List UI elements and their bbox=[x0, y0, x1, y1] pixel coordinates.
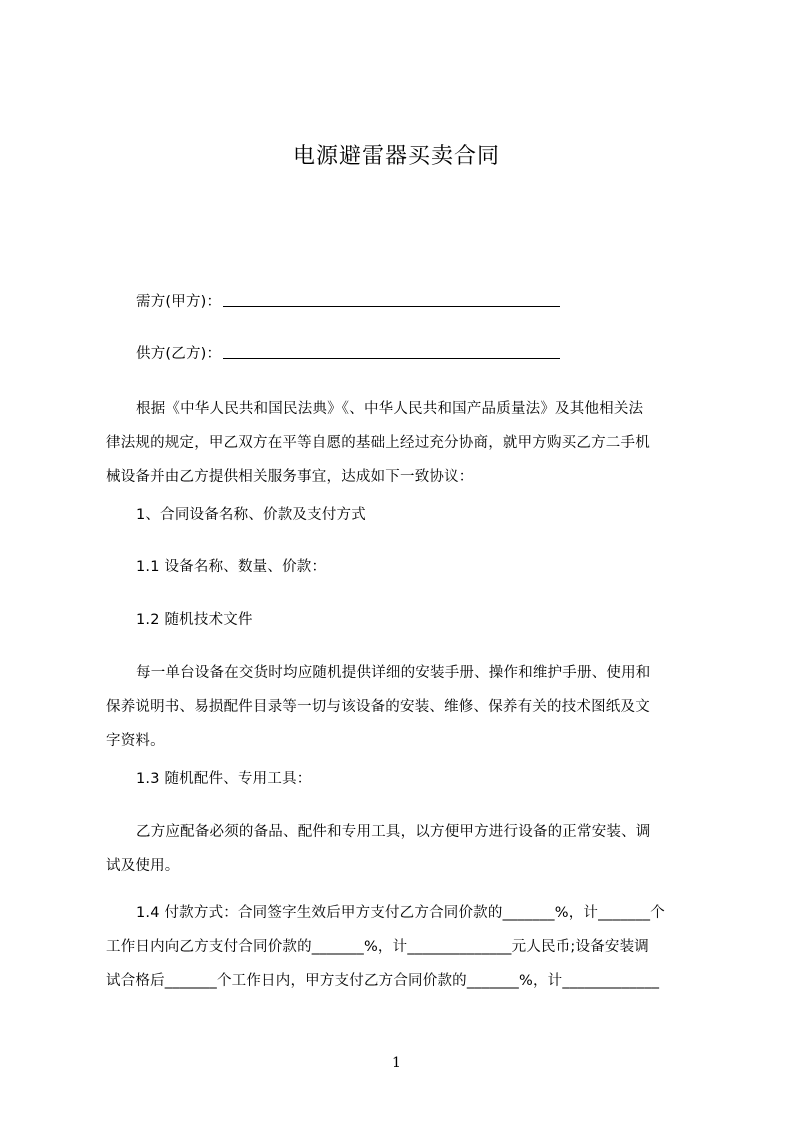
section-1-1-heading: 1.1 设备名称、数量、价款： bbox=[136, 559, 327, 575]
paragraph-line: 试合格后_______个工作日内，甲方支付乙方合同价款的_______%，计_____________ bbox=[106, 973, 660, 989]
document-title: 电源避雷器买卖合同 bbox=[292, 144, 500, 169]
intro-line: 械设备并由乙方提供相关服务事宜，达成如下一致协议： bbox=[106, 469, 474, 485]
paragraph-line: 1.4 付款方式：合同签字生效后甲方支付乙方合同价款的_______%，计_______个 bbox=[136, 905, 665, 921]
section-1-3-paragraph bbox=[106, 815, 699, 883]
party-b-blank-line bbox=[223, 344, 560, 359]
section-1-2-paragraph bbox=[106, 656, 699, 758]
section-1-4-paragraph bbox=[106, 896, 699, 998]
party-a-row bbox=[106, 285, 729, 319]
page-number: 1 bbox=[392, 1055, 401, 1071]
section-1-3-heading: 1.3 随机配件、专用工具： bbox=[136, 771, 312, 787]
intro-line: 律法规的规定，甲乙双方在平等自愿的基础上经过充分协商，就甲方购买乙方二手机 bbox=[106, 435, 650, 451]
paragraph-line: 保养说明书、易损配件目录等一切与该设备的安装、维修、保养有关的技术图纸及文 bbox=[106, 699, 650, 715]
section-1-2-heading: 1.2 随机技术文件 bbox=[136, 612, 253, 628]
paragraph-line: 每一单台设备在交货时均应随机提供详细的安装手册、操作和维护手册、使用和 bbox=[136, 665, 651, 681]
section-1-heading: 1、合同设备名称、价款及支付方式 bbox=[136, 507, 366, 523]
paragraph-line: 试及使用。 bbox=[106, 858, 180, 874]
paragraph-line: 乙方应配备必须的备品、配件和专用工具，以方便甲方进行设备的正常安装、调 bbox=[136, 824, 651, 840]
party-b-row bbox=[106, 337, 729, 371]
intro-line: 根据《中华人民共和国民法典》《、中华人民共和国产品质量法》及其他相关法 bbox=[136, 401, 644, 417]
party-a-blank-line bbox=[223, 292, 560, 307]
paragraph-line: 字资料。 bbox=[106, 733, 165, 749]
party-a-label: 需方(甲方)： bbox=[136, 294, 222, 310]
party-b-label: 供方(乙方)： bbox=[136, 346, 222, 362]
paragraph-line: 工作日内向乙方支付合同价款的_______%，计______________元人民币;设备安装调 bbox=[106, 939, 650, 955]
intro-paragraph bbox=[106, 392, 699, 494]
